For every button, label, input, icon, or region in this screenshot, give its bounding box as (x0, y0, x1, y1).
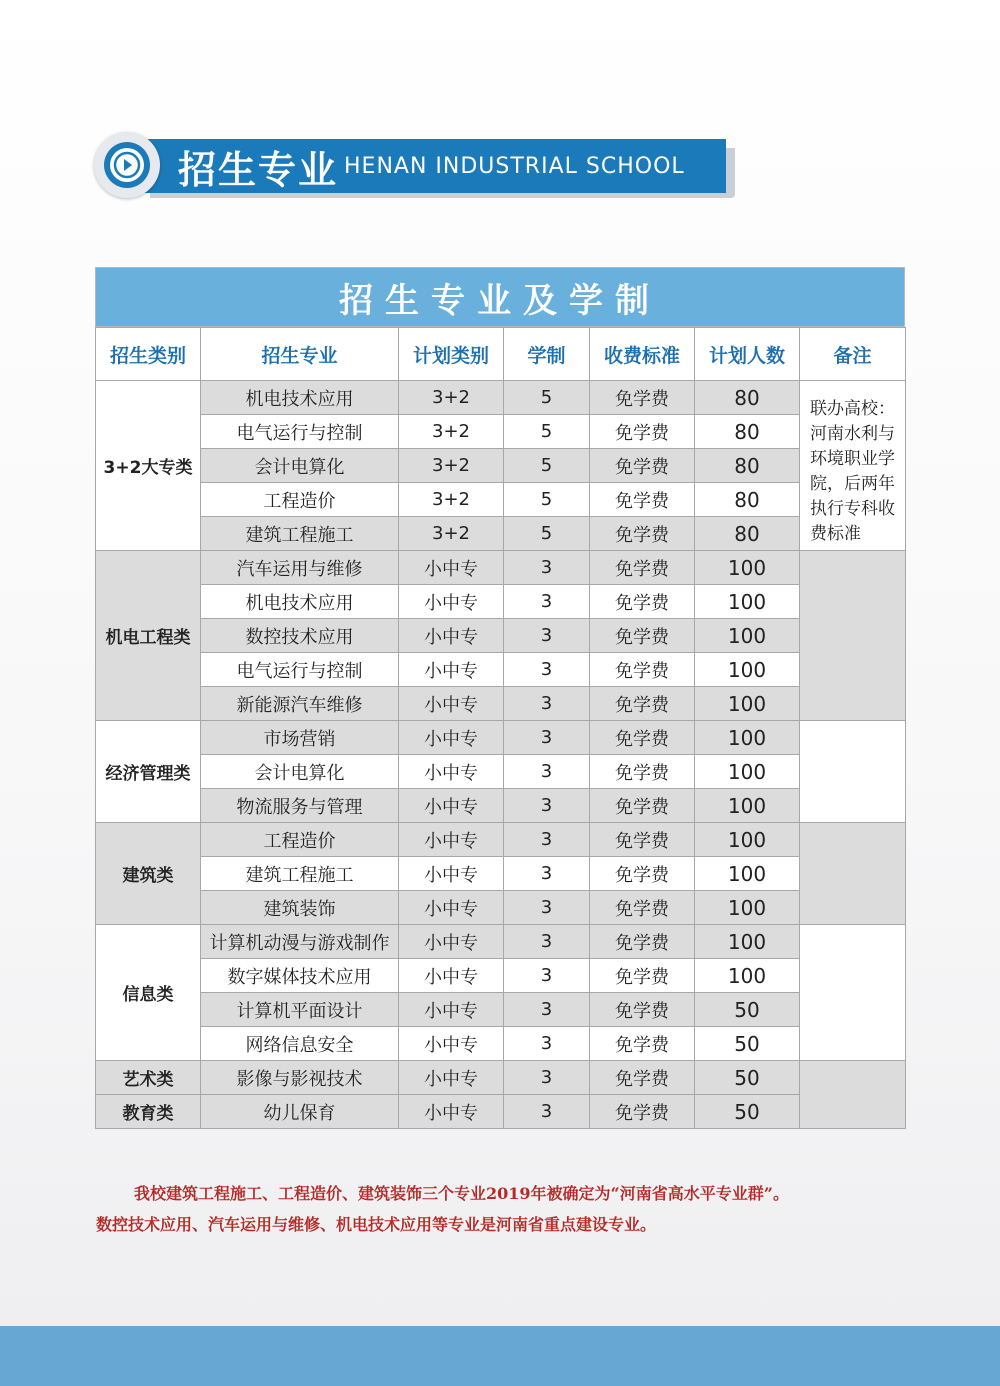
plan-type-cell: 小中专 (399, 619, 504, 653)
page-subtitle: HENAN INDUSTRIAL SCHOOL (344, 153, 685, 179)
plan-type-cell: 3+2 (399, 381, 504, 415)
years-cell: 3 (504, 721, 590, 755)
major-cell: 会计电算化 (201, 449, 399, 483)
fee-cell: 免学费 (590, 959, 695, 993)
count-cell: 100 (695, 857, 800, 891)
fee-cell: 免学费 (590, 551, 695, 585)
major-cell: 建筑工程施工 (201, 857, 399, 891)
fee-cell: 免学费 (590, 721, 695, 755)
plan-type-cell: 小中专 (399, 891, 504, 925)
major-cell: 计算机动漫与游戏制作 (201, 925, 399, 959)
count-cell: 80 (695, 415, 800, 449)
major-cell: 幼儿保育 (201, 1095, 399, 1129)
count-cell: 50 (695, 1061, 800, 1095)
plan-type-cell: 3+2 (399, 415, 504, 449)
table-row (96, 823, 906, 857)
majors-table (95, 327, 906, 1129)
footnote-line-1: 我校建筑工程施工、工程造价、建筑装饰三个专业2019年被确定为“河南省高水平专业群”。 (134, 1184, 789, 1203)
column-header-row (96, 328, 906, 381)
enrollment-table (95, 267, 905, 1129)
fee-cell: 免学费 (590, 381, 695, 415)
count-cell: 100 (695, 959, 800, 993)
fee-cell: 免学费 (590, 517, 695, 551)
fee-cell: 免学费 (590, 823, 695, 857)
fee-cell: 免学费 (590, 687, 695, 721)
count-cell: 100 (695, 789, 800, 823)
column-header: 招生类别 (96, 328, 201, 381)
fee-cell: 免学费 (590, 653, 695, 687)
count-cell: 50 (695, 1095, 800, 1129)
note-cell (800, 551, 906, 721)
years-cell: 3 (504, 993, 590, 1027)
major-cell: 市场营销 (201, 721, 399, 755)
table-row (96, 381, 906, 415)
fee-cell: 免学费 (590, 1061, 695, 1095)
plan-type-cell: 3+2 (399, 517, 504, 551)
table-row (96, 585, 906, 619)
years-cell: 3 (504, 585, 590, 619)
table-row (96, 891, 906, 925)
category-cell: 建筑类 (96, 823, 201, 925)
count-cell: 100 (695, 755, 800, 789)
plan-type-cell: 小中专 (399, 789, 504, 823)
major-cell: 影像与影视技术 (201, 1061, 399, 1095)
column-header: 计划人数 (695, 328, 800, 381)
count-cell: 50 (695, 993, 800, 1027)
fee-cell: 免学费 (590, 415, 695, 449)
plan-type-cell: 小中专 (399, 925, 504, 959)
years-cell: 3 (504, 857, 590, 891)
fee-cell: 免学费 (590, 789, 695, 823)
years-cell: 3 (504, 1095, 590, 1129)
column-header: 收费标准 (590, 328, 695, 381)
plan-type-cell: 小中专 (399, 585, 504, 619)
years-cell: 5 (504, 483, 590, 517)
count-cell: 100 (695, 721, 800, 755)
plan-type-cell: 小中专 (399, 687, 504, 721)
years-cell: 5 (504, 415, 590, 449)
years-cell: 5 (504, 449, 590, 483)
major-cell: 建筑装饰 (201, 891, 399, 925)
table-row (96, 551, 906, 585)
major-cell: 数字媒体技术应用 (201, 959, 399, 993)
note-cell (800, 823, 906, 925)
count-cell: 100 (695, 687, 800, 721)
header-banner (142, 139, 726, 193)
play-circle-icon (110, 148, 144, 182)
table-row (96, 925, 906, 959)
column-header: 计划类别 (399, 328, 504, 381)
years-cell: 3 (504, 891, 590, 925)
count-cell: 80 (695, 449, 800, 483)
fee-cell: 免学费 (590, 449, 695, 483)
plan-type-cell: 小中专 (399, 551, 504, 585)
major-cell: 网络信息安全 (201, 1027, 399, 1061)
plan-type-cell: 小中专 (399, 823, 504, 857)
count-cell: 50 (695, 1027, 800, 1061)
plan-type-cell: 小中专 (399, 1027, 504, 1061)
note-cell (800, 1061, 906, 1129)
plan-type-cell: 小中专 (399, 721, 504, 755)
bottom-band (0, 1326, 1000, 1386)
years-cell: 3 (504, 619, 590, 653)
table-row (96, 1095, 906, 1129)
years-cell: 3 (504, 789, 590, 823)
column-header: 学制 (504, 328, 590, 381)
table-row (96, 959, 906, 993)
count-cell: 100 (695, 823, 800, 857)
table-row (96, 687, 906, 721)
years-cell: 3 (504, 1061, 590, 1095)
category-cell: 信息类 (96, 925, 201, 1061)
table-row (96, 721, 906, 755)
note-cell (800, 721, 906, 823)
table-row (96, 789, 906, 823)
plan-type-cell: 小中专 (399, 1095, 504, 1129)
category-cell: 经济管理类 (96, 721, 201, 823)
count-cell: 100 (695, 925, 800, 959)
footnote (96, 1178, 916, 1240)
major-cell: 计算机平面设计 (201, 993, 399, 1027)
major-cell: 工程造价 (201, 483, 399, 517)
category-cell: 3+2大专类 (96, 381, 201, 551)
major-cell: 电气运行与控制 (201, 653, 399, 687)
table-row (96, 993, 906, 1027)
count-cell: 80 (695, 381, 800, 415)
fee-cell: 免学费 (590, 483, 695, 517)
category-cell: 机电工程类 (96, 551, 201, 721)
major-cell: 工程造价 (201, 823, 399, 857)
note-cell (800, 925, 906, 1061)
major-cell: 电气运行与控制 (201, 415, 399, 449)
plan-type-cell: 小中专 (399, 857, 504, 891)
years-cell: 5 (504, 381, 590, 415)
category-cell: 艺术类 (96, 1061, 201, 1095)
count-cell: 80 (695, 517, 800, 551)
fee-cell: 免学费 (590, 993, 695, 1027)
table-row (96, 857, 906, 891)
years-cell: 3 (504, 925, 590, 959)
fee-cell: 免学费 (590, 755, 695, 789)
plan-type-cell: 小中专 (399, 653, 504, 687)
table-title: 招生专业及学制 (95, 267, 905, 327)
major-cell: 数控技术应用 (201, 619, 399, 653)
plan-type-cell: 小中专 (399, 993, 504, 1027)
table-row (96, 517, 906, 551)
table-row (96, 449, 906, 483)
major-cell: 汽车运用与维修 (201, 551, 399, 585)
years-cell: 3 (504, 1027, 590, 1061)
major-cell: 机电技术应用 (201, 585, 399, 619)
count-cell: 100 (695, 585, 800, 619)
note-cell: 联办高校：河南水利与环境职业学院，后两年执行专科收费标准 (800, 381, 906, 551)
years-cell: 3 (504, 551, 590, 585)
plan-type-cell: 3+2 (399, 483, 504, 517)
table-row (96, 755, 906, 789)
count-cell: 80 (695, 483, 800, 517)
fee-cell: 免学费 (590, 619, 695, 653)
count-cell: 100 (695, 619, 800, 653)
plan-type-cell: 3+2 (399, 449, 504, 483)
years-cell: 3 (504, 755, 590, 789)
major-cell: 物流服务与管理 (201, 789, 399, 823)
table-row (96, 483, 906, 517)
count-cell: 100 (695, 653, 800, 687)
fee-cell: 免学费 (590, 925, 695, 959)
table-row (96, 1027, 906, 1061)
plan-type-cell: 小中专 (399, 1061, 504, 1095)
major-cell: 机电技术应用 (201, 381, 399, 415)
column-header: 备注 (800, 328, 906, 381)
fee-cell: 免学费 (590, 891, 695, 925)
footnote-line-2: 数控技术应用、汽车运用与维修、机电技术应用等专业是河南省重点建设专业。 (96, 1215, 657, 1234)
plan-type-cell: 小中专 (399, 755, 504, 789)
fee-cell: 免学费 (590, 1095, 695, 1129)
table-row (96, 653, 906, 687)
major-cell: 会计电算化 (201, 755, 399, 789)
years-cell: 3 (504, 959, 590, 993)
category-cell: 教育类 (96, 1095, 201, 1129)
column-header: 招生专业 (201, 328, 399, 381)
table-row (96, 1061, 906, 1095)
table-row (96, 415, 906, 449)
fee-cell: 免学费 (590, 585, 695, 619)
count-cell: 100 (695, 891, 800, 925)
count-cell: 100 (695, 551, 800, 585)
years-cell: 3 (504, 823, 590, 857)
fee-cell: 免学费 (590, 1027, 695, 1061)
major-cell: 建筑工程施工 (201, 517, 399, 551)
years-cell: 3 (504, 653, 590, 687)
major-cell: 新能源汽车维修 (201, 687, 399, 721)
table-row (96, 619, 906, 653)
fee-cell: 免学费 (590, 857, 695, 891)
page-title: 招生专业 (178, 147, 339, 192)
years-cell: 5 (504, 517, 590, 551)
plan-type-cell: 小中专 (399, 959, 504, 993)
years-cell: 3 (504, 687, 590, 721)
